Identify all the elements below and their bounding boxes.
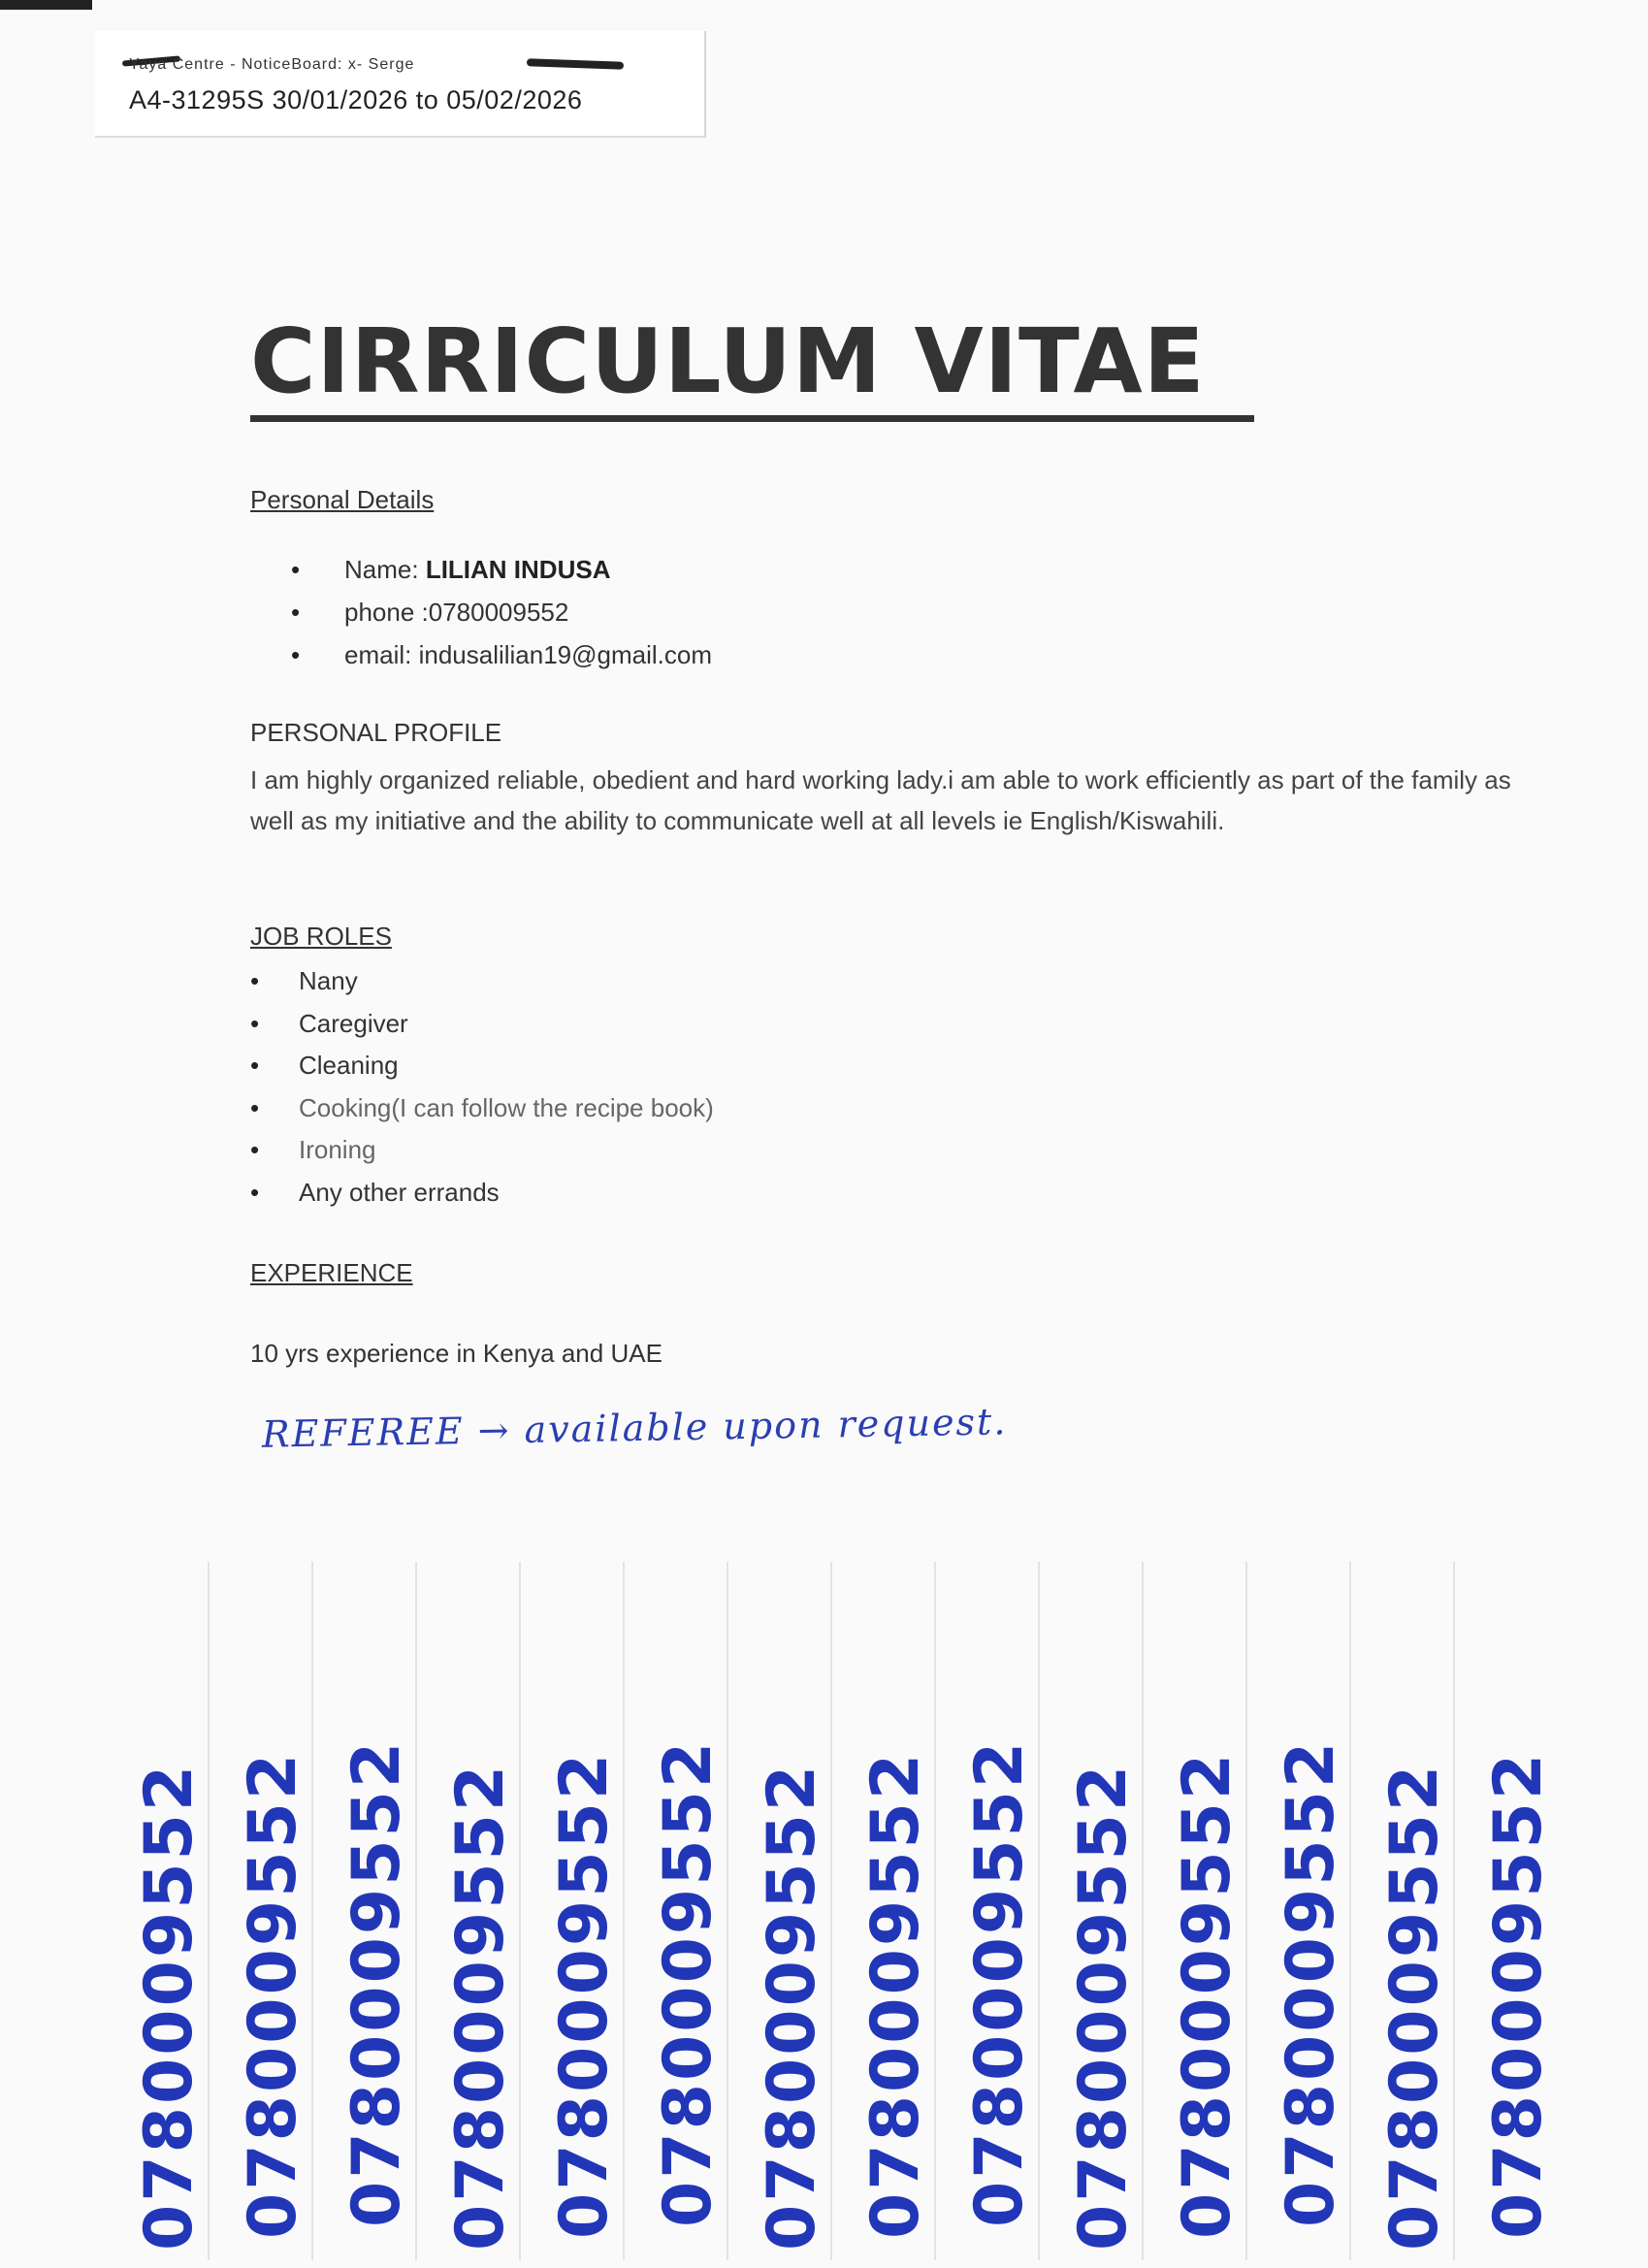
tear-line <box>1038 1562 1040 2260</box>
tear-line <box>727 1562 728 2260</box>
tear-tab-phone[interactable]: 0780009552 <box>442 1762 519 2251</box>
title-underline <box>250 415 1254 422</box>
tear-off-phone-tabs <box>0 1533 1648 2268</box>
tear-tab-phone[interactable]: 0780009552 <box>1376 1762 1453 2251</box>
email-item: • email: indusalilian19@gmail.com <box>291 633 712 676</box>
job-roles-list <box>250 960 714 1214</box>
personal-profile-heading: PERSONAL PROFILE <box>250 718 502 747</box>
noticeboard-label <box>95 31 706 138</box>
job-role-item: • Ironing <box>250 1129 714 1172</box>
tear-tab-phone[interactable]: 0780009552 <box>857 1750 934 2239</box>
experience-text: 10 yrs experience in Kenya and UAE <box>250 1339 662 1368</box>
tear-line <box>1245 1562 1247 2260</box>
tear-line <box>1142 1562 1144 2260</box>
tear-line <box>1453 1562 1455 2260</box>
personal-details-heading: Personal Details <box>250 485 435 514</box>
tear-tab-phone[interactable]: 0780009552 <box>1065 1762 1142 2251</box>
phone-item: • phone :0780009552 <box>291 591 712 633</box>
job-roles-heading: JOB ROLES <box>250 922 392 951</box>
experience-heading: EXPERIENCE <box>250 1258 413 1287</box>
job-role-item: • Cleaning <box>250 1045 714 1087</box>
tear-tab-phone[interactable]: 0780009552 <box>961 1738 1038 2227</box>
tear-tab-phone[interactable]: 0780009552 <box>1169 1750 1245 2239</box>
tear-line <box>623 1562 625 2260</box>
personal-profile-text: I am highly organized reliable, obedient and hard working lady.i am able to work efficiently as part of the family as well as my initiative and the ability to communicate well at all levels ie English/Kiswahili. <box>250 765 1511 835</box>
tear-tab-phone[interactable]: 0780009552 <box>339 1738 415 2227</box>
redaction-mark <box>527 58 624 69</box>
tear-line <box>311 1562 313 2260</box>
name-value: LILIAN INDUSA <box>425 555 611 584</box>
job-role-item: • Nany <box>250 960 714 1003</box>
job-role-item: • Cooking(I can follow the recipe book) <box>250 1087 714 1130</box>
handwritten-referee-note: REFEREE → available upon request. <box>261 1400 1008 1456</box>
tear-line <box>934 1562 936 2260</box>
tear-line <box>208 1562 210 2260</box>
tear-line <box>519 1562 521 2260</box>
name-item <box>291 548 712 591</box>
tear-tab-phone[interactable]: 0780009552 <box>235 1750 311 2239</box>
notice-ref-dates: A4-31295S 30/01/2026 to 05/02/2026 <box>129 85 583 114</box>
tear-line <box>415 1562 417 2260</box>
tear-tab-phone[interactable]: 0780009552 <box>1480 1750 1557 2239</box>
tear-tab-phone[interactable]: 0780009552 <box>131 1762 208 2251</box>
notice-header: Yaya Centre - NoticeBoard: x- Serge <box>129 56 415 73</box>
personal-details-list <box>291 548 712 676</box>
tear-line <box>830 1562 832 2260</box>
tear-line <box>1349 1562 1351 2260</box>
scan-edge-mark <box>0 0 92 10</box>
name-label: Name: <box>344 555 426 584</box>
tear-tab-phone[interactable]: 0780009552 <box>754 1762 830 2251</box>
document-title: CIRRICULUM VITAE <box>250 309 1206 413</box>
job-role-item: • Any other errands <box>250 1172 714 1215</box>
job-role-item: • Caregiver <box>250 1003 714 1046</box>
tear-tab-phone[interactable]: 0780009552 <box>546 1750 623 2239</box>
tear-tab-phone[interactable]: 0780009552 <box>1273 1738 1349 2227</box>
tear-tab-phone[interactable]: 0780009552 <box>650 1738 727 2227</box>
